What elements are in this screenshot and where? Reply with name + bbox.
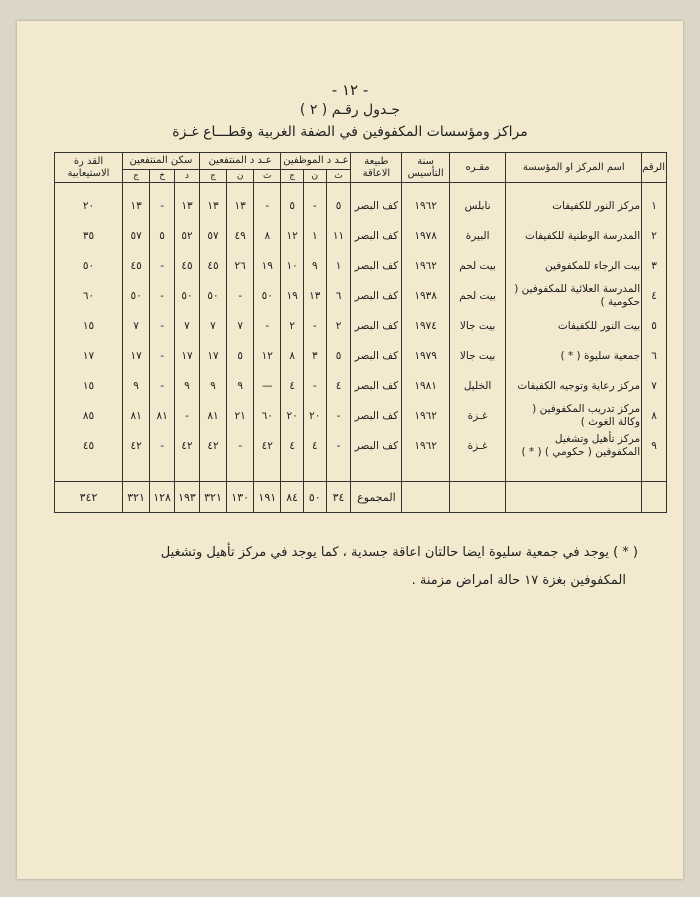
row-number-cell: ٢ [642, 221, 667, 251]
students-3-cell: ٥٠ [199, 281, 226, 311]
table-number: جـدول رقـم ( ٢ ) [299, 102, 401, 118]
row-number-cell: ١ [642, 191, 667, 221]
sub-students-1: ث [254, 170, 281, 183]
sub-students-3: ج [199, 170, 226, 183]
staff-1-cell: ١١ [326, 221, 351, 251]
header-disability: طبيعة الاعاقة [351, 153, 402, 183]
staff-2-cell: ١ [303, 221, 326, 251]
students-3-cell: ٨١ [199, 401, 226, 431]
capacity-cell: ٦٠ [55, 281, 123, 311]
staff-1-cell: ١ [326, 251, 351, 281]
residents-1-cell: ١٧ [175, 341, 200, 371]
total-residents-2: ١٢٨ [150, 482, 175, 513]
total-residents-1: ١٩٣ [175, 482, 200, 513]
students-1-cell: ١٢ [254, 341, 281, 371]
students-2-cell: ٥ [227, 341, 254, 371]
total-row [55, 482, 667, 513]
residents-2-cell: ٨١ [150, 401, 175, 431]
residents-3-cell: ٥٠ [123, 281, 150, 311]
staff-1-cell: ٥ [326, 341, 351, 371]
students-1-cell: ٥٠ [254, 281, 281, 311]
residents-2-cell: - [150, 251, 175, 281]
residents-1-cell: ٤٢ [175, 431, 200, 461]
staff-3-cell: ٢٠ [281, 401, 304, 431]
capacity-cell: ٣٥ [55, 221, 123, 251]
disability-type-cell: كف البصر [351, 401, 402, 431]
center-name-cell: بيت الرجاء للمكفوفين [506, 251, 642, 281]
row-number-cell: ٦ [642, 341, 667, 371]
location-cell: نابلس [449, 191, 506, 221]
staff-1-cell: ٥ [326, 191, 351, 221]
students-2-cell: - [227, 281, 254, 311]
founding-year-cell: ١٩٨١ [402, 371, 450, 401]
students-2-cell: ٩ [227, 371, 254, 401]
residents-3-cell: ٥٧ [123, 221, 150, 251]
center-name-cell: جمعية سليوة ( * ) [506, 341, 642, 371]
residents-3-cell: ١٧ [123, 341, 150, 371]
residents-2-cell: - [150, 281, 175, 311]
disability-type-cell: كف البصر [351, 341, 402, 371]
staff-2-cell: - [303, 371, 326, 401]
students-1-cell: ٤٢ [254, 431, 281, 461]
center-name-cell: مركز رعاية وتوجيه الكفيفات [506, 371, 642, 401]
residents-2-cell: - [150, 191, 175, 221]
footnote-line-2: المكفوفين بغزة ١٧ حالة امراض مزمنة . [411, 573, 626, 588]
students-2-cell: ٤٩ [227, 221, 254, 251]
students-3-cell: ٥٧ [199, 221, 226, 251]
sub-residents-3: ج [123, 170, 150, 183]
table-row [55, 251, 667, 281]
capacity-cell: ٨٥ [55, 401, 123, 431]
staff-2-cell: ٢٠ [303, 401, 326, 431]
students-3-cell: ١٣ [199, 191, 226, 221]
students-2-cell: ٧ [227, 311, 254, 341]
total-residents-3: ٣٢١ [123, 482, 150, 513]
students-2-cell: ٢٦ [227, 251, 254, 281]
students-2-cell: ٢١ [227, 401, 254, 431]
residents-1-cell: - [175, 401, 200, 431]
disability-type-cell: كف البصر [351, 371, 402, 401]
capacity-cell: ١٥ [55, 371, 123, 401]
table-row [55, 341, 667, 371]
footnote [57, 539, 638, 595]
founding-year-cell: ١٩٦٢ [402, 191, 450, 221]
table-row [55, 311, 667, 341]
header-name: اسم المركز او المؤسسة [506, 153, 642, 183]
residents-2-cell: - [150, 371, 175, 401]
spacer-row [55, 183, 667, 192]
location-cell: بيت جالا [449, 311, 506, 341]
row-number-cell: ٧ [642, 371, 667, 401]
capacity-cell: ١٧ [55, 341, 123, 371]
location-cell: بيت لحم [449, 251, 506, 281]
staff-2-cell: ٤ [303, 431, 326, 461]
sub-residents-1: د [175, 170, 200, 183]
location-cell: غـزة [449, 431, 506, 461]
staff-1-cell: ٦ [326, 281, 351, 311]
location-cell: غـزة [449, 401, 506, 431]
header-year: سنة التأسيس [402, 153, 450, 183]
residents-2-cell: - [150, 341, 175, 371]
location-cell: بيت لحم [449, 281, 506, 311]
founding-year-cell: ١٩٦٢ [402, 431, 450, 461]
header-row [55, 153, 667, 170]
row-number-cell: ٥ [642, 311, 667, 341]
page-number: - ١٢ - [331, 81, 369, 99]
capacity-cell: ١٥ [55, 311, 123, 341]
residents-1-cell: ٩ [175, 371, 200, 401]
header-location: مقـره [449, 153, 506, 183]
students-3-cell: ٤٥ [199, 251, 226, 281]
residents-3-cell: ٤٢ [123, 431, 150, 461]
residents-3-cell: ٩ [123, 371, 150, 401]
founding-year-cell: ١٩٧٤ [402, 311, 450, 341]
capacity-cell: ٤٥ [55, 431, 123, 461]
total-staff-1: ٣٤ [326, 482, 351, 513]
founding-year-cell: ١٩٣٨ [402, 281, 450, 311]
center-name-cell: مركز تأهيل وتشغيل المكفوفين ( حكومي ) ( * ) [506, 431, 642, 461]
centers-table [54, 152, 667, 513]
header-residents: سكن المنتفعين [123, 153, 200, 170]
staff-2-cell: ٣ [303, 341, 326, 371]
location-cell: الخليل [449, 371, 506, 401]
footnote-line-1: ( * ) يوجد في جمعية سليوة ايضا حالتان اعاقة جسدية ، كما يوجد في مركز تأهيل وتشغيل [160, 545, 638, 560]
location-cell: بيت جالا [449, 341, 506, 371]
total-staff-2: ٥٠ [303, 482, 326, 513]
residents-3-cell: ٤٥ [123, 251, 150, 281]
staff-3-cell: ٨ [281, 341, 304, 371]
capacity-cell: ٥٠ [55, 251, 123, 281]
disability-type-cell: كف البصر [351, 281, 402, 311]
staff-2-cell: - [303, 311, 326, 341]
sub-students-2: ن [227, 170, 254, 183]
sub-staff-2: ن [303, 170, 326, 183]
students-1-cell: — [254, 371, 281, 401]
total-label: المجموع [351, 482, 402, 513]
founding-year-cell: ١٩٧٩ [402, 341, 450, 371]
center-name-cell: المدرسة الوطنية للكفيفات [506, 221, 642, 251]
disability-type-cell: كف البصر [351, 191, 402, 221]
row-number-cell: ٨ [642, 401, 667, 431]
residents-2-cell: - [150, 311, 175, 341]
staff-3-cell: ٢ [281, 311, 304, 341]
center-name-cell: مركز النور للكفيفات [506, 191, 642, 221]
table-title: مراكز ومؤسسات المكفوفين في الضفة الغربية وقطـــاع غـزة [172, 124, 528, 140]
residents-2-cell: ٥ [150, 221, 175, 251]
table-row [55, 431, 667, 461]
center-name-cell: بيت النور للكفيفات [506, 311, 642, 341]
total-students-1: ١٩١ [254, 482, 281, 513]
staff-3-cell: ١٢ [281, 221, 304, 251]
disability-type-cell: كف البصر [351, 431, 402, 461]
staff-1-cell: ٢ [326, 311, 351, 341]
row-number-cell: ٤ [642, 281, 667, 311]
students-2-cell: ١٣ [227, 191, 254, 221]
capacity-cell: ٢٠ [55, 191, 123, 221]
table-body [55, 191, 667, 461]
students-1-cell: ١٩ [254, 251, 281, 281]
staff-3-cell: ١٠ [281, 251, 304, 281]
staff-3-cell: ٤ [281, 431, 304, 461]
document-page [17, 21, 683, 879]
disability-type-cell: كف البصر [351, 311, 402, 341]
students-3-cell: ٩ [199, 371, 226, 401]
disability-type-cell: كف البصر [351, 221, 402, 251]
students-3-cell: ٧ [199, 311, 226, 341]
disability-type-cell: كف البصر [351, 251, 402, 281]
residents-3-cell: ٧ [123, 311, 150, 341]
center-name-cell: المدرسة العلائية للمكفوفين ( حكومية ) [506, 281, 642, 311]
residents-3-cell: ١٣ [123, 191, 150, 221]
students-3-cell: ١٧ [199, 341, 226, 371]
staff-3-cell: ٥ [281, 191, 304, 221]
table-row [55, 221, 667, 251]
table-row [55, 371, 667, 401]
spacer-row [55, 461, 667, 482]
table-row [55, 281, 667, 311]
table-row [55, 191, 667, 221]
total-capacity: ٣٤٢ [55, 482, 123, 513]
header-num: الرقم [642, 153, 667, 183]
staff-2-cell: - [303, 191, 326, 221]
staff-1-cell: - [326, 401, 351, 431]
total-students-3: ٣٢١ [199, 482, 226, 513]
residents-1-cell: ٥٢ [175, 221, 200, 251]
header-capacity: القد رة الاستيعابية [55, 153, 123, 183]
residents-3-cell: ٨١ [123, 401, 150, 431]
staff-2-cell: ٩ [303, 251, 326, 281]
staff-3-cell: ١٩ [281, 281, 304, 311]
table-row [55, 401, 667, 431]
total-staff-3: ٨٤ [281, 482, 304, 513]
total-students-2: ١٣٠ [227, 482, 254, 513]
header-students: عـد د المنتفعين [199, 153, 280, 170]
row-number-cell: ٣ [642, 251, 667, 281]
students-1-cell: ٨ [254, 221, 281, 251]
founding-year-cell: ١٩٧٨ [402, 221, 450, 251]
center-name-cell: مركز تدريب المكفوفين ( وكالة الغوث ) [506, 401, 642, 431]
staff-2-cell: ١٣ [303, 281, 326, 311]
founding-year-cell: ١٩٦٢ [402, 401, 450, 431]
location-cell: البيرة [449, 221, 506, 251]
residents-1-cell: ٤٥ [175, 251, 200, 281]
students-1-cell: - [254, 191, 281, 221]
staff-1-cell: ٤ [326, 371, 351, 401]
students-2-cell: - [227, 431, 254, 461]
header-staff: عـد د الموظفين [281, 153, 351, 170]
residents-2-cell: - [150, 431, 175, 461]
row-number-cell: ٩ [642, 431, 667, 461]
sub-residents-2: خ [150, 170, 175, 183]
students-1-cell: - [254, 311, 281, 341]
staff-1-cell: - [326, 431, 351, 461]
staff-3-cell: ٤ [281, 371, 304, 401]
sub-staff-1: ث [326, 170, 351, 183]
students-1-cell: ٦٠ [254, 401, 281, 431]
residents-1-cell: ٧ [175, 311, 200, 341]
residents-1-cell: ١٣ [175, 191, 200, 221]
residents-1-cell: ٥٠ [175, 281, 200, 311]
founding-year-cell: ١٩٦٢ [402, 251, 450, 281]
sub-staff-3: ج [281, 170, 304, 183]
students-3-cell: ٤٢ [199, 431, 226, 461]
